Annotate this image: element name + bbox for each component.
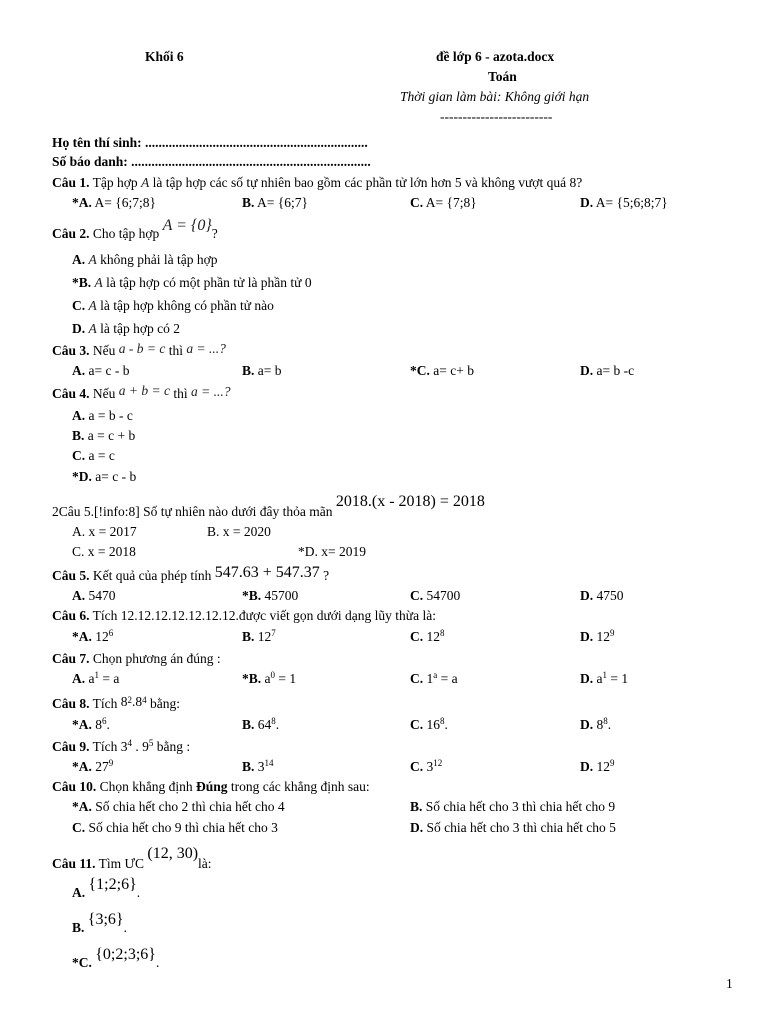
option-key: B. [242,363,255,378]
question-text: ? [211,226,218,241]
question-label: Câu 1. [52,175,90,190]
option-text: = a [99,671,120,686]
exponent: 0 [270,670,276,680]
question-text: thì [165,343,187,358]
q2-option-d [72,322,180,336]
option-key: C. [410,717,424,732]
option-key: A. [72,885,86,900]
question-text: . 9 [132,739,149,754]
exponent: 8 [271,716,276,726]
student-name-label: Họ tên thí sinh: [52,135,146,150]
option-key: *D. [72,469,92,484]
question-text: Nếu [89,343,119,358]
question-text: bằng: [146,696,181,711]
q5x-option-a: A. x = 2017 [72,524,137,539]
question-text: 2Câu 5.[!info:8] Số tự nhiên nào dưới đây thỏa mãn [52,504,336,519]
option-key: *B. [242,671,262,686]
q10-option-c [72,821,278,835]
q11-option-c [72,946,160,971]
option-text: 3 [423,759,434,774]
question-7 [52,652,221,666]
question-label: Câu 2. [52,226,90,241]
option-text: là tập hợp có một phần tử là phần tử 0 [102,275,312,290]
option-text: = a [437,671,458,686]
q10-option-b [410,800,615,814]
student-id-label: Số báo danh: [52,154,132,169]
option-text: không phải là tập hợp [96,252,218,267]
math-expression: a = ...? [191,384,231,399]
option-key: D. [580,195,594,210]
q2-option-b [72,276,312,290]
grade-label: Khối 6 [145,49,184,64]
option-text: 54700 [423,588,461,603]
time-limit: Thời gian làm bài: Không giới hạn [400,89,590,104]
option-key: B. [242,629,255,644]
math-expression: {3;6} [87,911,124,928]
q4-option-b [72,429,135,443]
option-text: 16 [423,717,440,732]
option-text: Số chia hết cho 9 thì chia hết cho 3 [85,820,278,835]
math-expression: A = {0} [162,217,212,234]
option-text: 5470 [85,588,116,603]
exponent: 6 [102,716,107,726]
option-key: C. [410,588,424,603]
q4-option-d [72,470,136,484]
student-name-dots: .................................................................. [145,135,368,150]
option-text: = 1 [607,671,629,686]
option-text: . [444,717,448,732]
question-label: Câu 9. [52,739,90,754]
question-1 [52,176,582,190]
option-text: A= {7;8} [423,195,477,210]
math-expression: 8 [120,694,128,709]
exponent: 6 [108,628,114,638]
q3-option-d [580,364,634,378]
question-2 [52,217,218,242]
option-text: Số chia hết cho 2 thì chia hết cho 4 [91,799,285,814]
option-key: C. [410,629,424,644]
q1-option-b [242,196,308,210]
option-key: *A. [72,759,92,774]
option-key: B. [242,759,255,774]
option-key: A. [72,363,86,378]
option-text: 12 [593,759,610,774]
math-expression: A [88,298,97,313]
subject-title: Toán [488,69,517,84]
q5x-option-b: B. x = 2020 [207,524,271,539]
header-rule: ------------------------- [440,109,553,124]
option-text: a [261,671,271,686]
option-key: D. [72,321,86,336]
question-text: Chọn phương án đúng : [89,651,221,666]
option-text: a = c [85,448,115,463]
math-expression: A [88,252,97,267]
option-text: 64 [254,717,272,732]
question-text: Tìm ƯC [95,856,148,871]
q8-option-d [580,718,611,732]
math-expression: a + b = c [118,383,170,398]
q5x-option-c: C. x = 2018 [72,544,136,559]
option-key: B. [410,799,423,814]
math-expression: .8 [132,694,143,709]
exponent: 4 [142,695,147,705]
option-key: A. [72,408,86,423]
option-text: 8 [593,717,604,732]
option-key: C. [72,448,86,463]
math-expression: A [141,175,150,190]
question-text: bằng : [153,739,191,754]
question-label: Câu 5. [52,568,90,583]
exponent: 5 [148,738,154,748]
question-5 [52,564,330,584]
question-8 [52,694,181,711]
option-text: A= {6;7} [254,195,308,210]
option-text: A= {5;6;8;7} [593,195,668,210]
q6-option-d [580,630,615,644]
option-text: 4750 [593,588,624,603]
exponent: 8 [440,716,445,726]
exponent: 8 [440,628,445,638]
option-text: a= c - b [91,469,137,484]
exponent: 14 [264,758,274,768]
exponent: 12 [433,758,443,768]
q10-option-a [72,800,285,814]
question-text: Nếu [89,386,119,401]
option-key: B. [72,428,85,443]
option-key: A. [72,588,86,603]
question-text: là tập hợp các số tự nhiên bao gồm các phần tử lớn hơn 5 và không vượt quá 8? [149,175,583,190]
option-text: . [607,717,612,732]
question-label: Câu 7. [52,651,90,666]
student-id-dots: ....................................................................... [131,154,371,169]
option-text: Số chia hết cho 3 thì chia hết cho 5 [423,820,616,835]
math-expression: (12, 30) [147,845,199,862]
option-key: *C. [410,363,430,378]
option-text: a= b -c [593,363,635,378]
option-text: = 1 [275,671,297,686]
option-text: 12 [91,629,109,644]
question-text: trong các khẳng định sau: [227,779,370,794]
question-text: thì [169,386,191,401]
question-label: Câu 4. [52,386,90,401]
question-text: Tập hợp [89,175,142,190]
option-key: B. [242,717,255,732]
option-key: C. [410,671,424,686]
q11-option-b [72,911,127,936]
option-text: 27 [91,759,109,774]
math-expression: 547.63 + 547.37 [214,564,320,581]
q9-option-c [410,760,442,774]
option-key: A. [72,252,86,267]
file-title: đề lớp 6 - azota.docx [436,49,555,64]
option-text: a [593,671,603,686]
option-key: *A. [72,717,92,732]
q11-option-a [72,876,141,901]
question-3 [52,341,226,358]
question-label: Câu 11. [52,856,96,871]
option-key: C. [72,820,86,835]
q6-option-a [72,630,113,644]
option-text: a= c+ b [429,363,474,378]
option-text: 8 [91,717,102,732]
option-text: 12 [254,629,272,644]
question-text: Tích 12.12.12.12.12.12.12.được viết gọn dưới dạng lũy thừa là: [89,608,436,623]
question-label: Câu 8. [52,696,90,711]
question-text: Cho tập hợp [89,226,163,241]
question-text: là: [198,856,212,871]
math-expression: 2018.(x - 2018) = 2018 [335,493,485,510]
question-label: Câu 3. [52,343,90,358]
q1-option-d [580,196,668,210]
question-5-tagged [52,493,485,520]
option-key: D. [580,588,594,603]
option-text: Số chia hết cho 3 thì chia hết cho 9 [422,799,616,814]
option-text: . [123,920,127,935]
q9-option-d [580,760,615,774]
option-key: *B. [242,588,262,603]
q7-option-b [242,672,296,686]
option-text: 1 [423,671,434,686]
option-text: 12 [423,629,440,644]
math-expression: a - b = c [118,341,166,356]
q8-option-a [72,718,110,732]
option-key: D. [580,629,594,644]
exponent: 1 [602,670,607,680]
q3-option-c [410,364,474,378]
q2-option-a [72,253,218,267]
question-text: Kết quả của phép tính [89,568,215,583]
q7-option-d [580,672,628,686]
q2-option-c [72,299,274,313]
emphasis-text: Đúng [196,779,228,794]
option-text: là tập hợp có 2 [96,321,180,336]
q9-option-a [72,760,113,774]
math-expression: {1;2;6} [88,876,137,893]
math-expression: A [94,275,103,290]
option-text: 45700 [261,588,299,603]
option-key: *A. [72,799,92,814]
option-key: A. [72,671,86,686]
exponent: a [433,670,438,680]
question-label: Câu 6. [52,608,90,623]
question-6 [52,609,436,623]
page-number: 1 [726,976,733,991]
q3-option-b [242,364,282,378]
option-text: a = c + b [84,428,136,443]
question-9 [52,740,190,754]
q6-option-c [410,630,445,644]
question-10 [52,780,370,794]
q3-option-a [72,364,129,378]
q5x-option-d: *D. x= 2019 [298,544,366,559]
exponent: 9 [610,628,615,638]
option-text: a= c - b [85,363,130,378]
option-key: B. [72,920,85,935]
option-key: C. [410,195,424,210]
option-text: là tập hợp không có phần tử nào [96,298,274,313]
q8-option-c [410,718,448,732]
option-key: *A. [72,629,92,644]
question-text: Chọn khẳng định [96,779,197,794]
option-text: a = b - c [85,408,133,423]
option-text: 3 [254,759,265,774]
option-key: C. [410,759,424,774]
question-text: Tích 3 [89,739,128,754]
q5-option-c [410,589,460,603]
q5-option-b [242,589,298,603]
exponent: 9 [108,758,114,768]
option-text: . [136,885,141,900]
exponent: 4 [127,738,133,748]
exponent: 9 [610,758,615,768]
option-key: D. [410,820,424,835]
option-key: *A. [72,195,92,210]
option-text: a= b [254,363,282,378]
math-expression: a = ...? [186,341,226,356]
exponent: 2 [127,695,133,705]
option-text: a [85,671,95,686]
q10-option-d [410,821,616,835]
option-text: . [275,717,280,732]
option-key: D. [580,759,594,774]
option-key: B. [242,195,255,210]
student-id-line [52,155,371,169]
option-key: *C. [72,955,92,970]
q7-option-a [72,672,119,686]
exponent: 7 [271,628,276,638]
math-expression: A [88,321,97,336]
question-4 [52,383,231,401]
q6-option-b [242,630,276,644]
option-text: . [155,955,160,970]
option-text: 12 [593,629,610,644]
question-label: Câu 10. [52,779,97,794]
q1-option-a [72,196,156,210]
option-key: D. [580,363,594,378]
option-key: C. [72,298,86,313]
q5-option-a [72,589,116,603]
question-11 [52,845,212,872]
student-name-line [52,136,368,150]
math-expression: {0;2;3;6} [95,946,156,963]
exponent: 8 [603,716,608,726]
q4-option-c [72,449,115,463]
question-text: Tích [89,696,121,711]
question-text: ? [319,568,330,583]
q9-option-b [242,760,274,774]
q1-option-c [410,196,477,210]
option-text: A= {6;7;8} [91,195,156,210]
option-key: D. [580,671,594,686]
option-key: *B. [72,275,92,290]
q5-option-d [580,589,624,603]
exponent: 1 [94,670,99,680]
q8-option-b [242,718,279,732]
q4-option-a [72,409,133,423]
q7-option-c [410,672,458,686]
option-text: . [106,717,110,732]
option-key: D. [580,717,594,732]
